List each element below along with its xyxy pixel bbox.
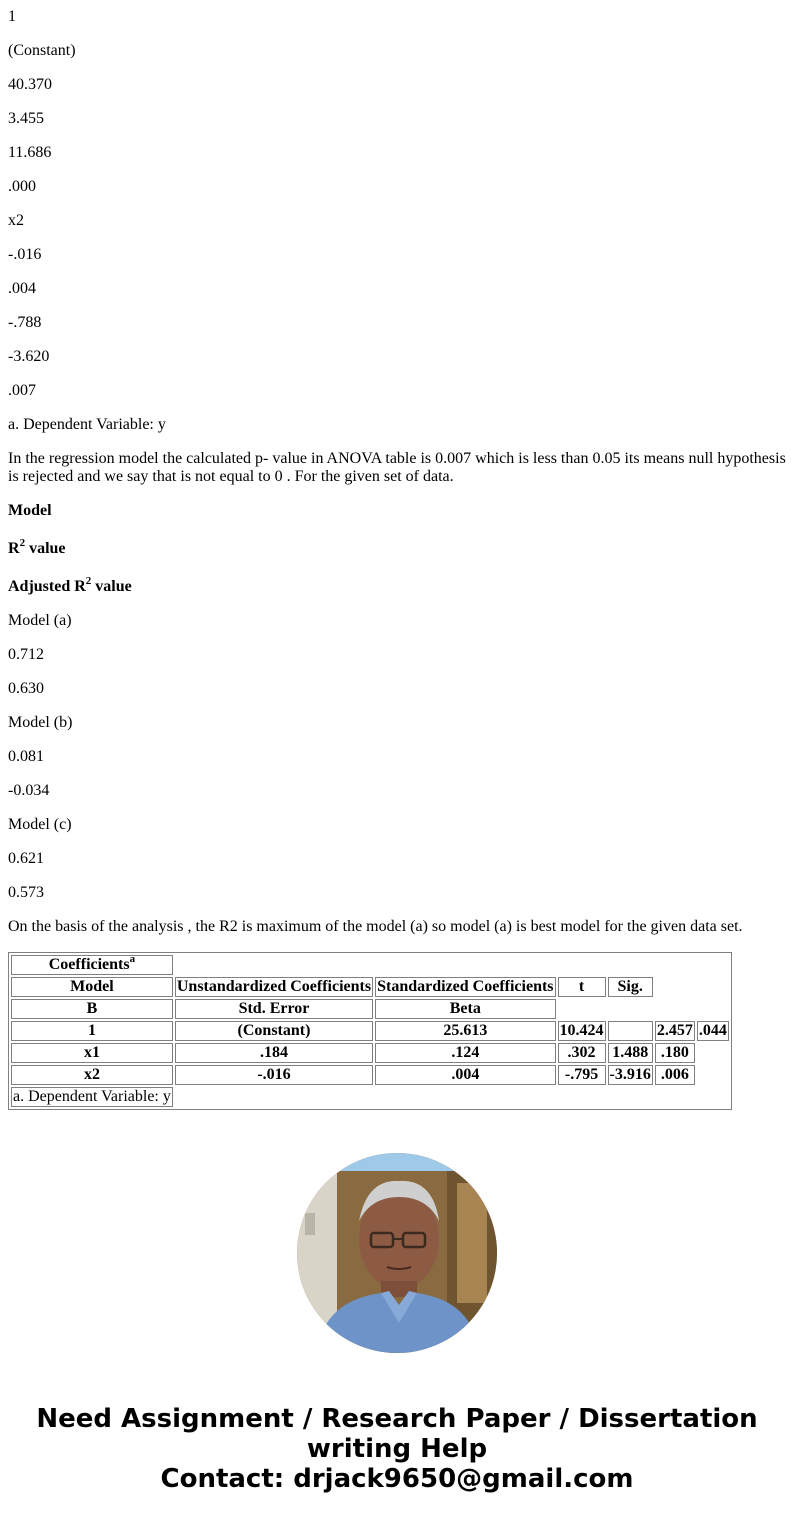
table-cell: x1 [11,1043,173,1063]
empty-cell [697,1043,729,1063]
table-cell: 10.424 [559,1022,604,1039]
empty-cell [697,1065,729,1085]
model-r2: 0.621 [8,850,44,867]
adjusted-r2-superscript: 2 [85,574,92,587]
table-cell: -.016 [175,1065,373,1085]
banner-line: writing Help [306,1434,488,1464]
model-name: Model (b) [8,714,73,731]
table-title: Coefficients [48,956,130,973]
value-text: -.016 [8,246,42,263]
banner-line: Need Assignment / Research Paper / Dissertation [36,1404,758,1434]
model-r2: 0.081 [8,748,44,765]
value-text: 11.686 [8,144,52,161]
table-row [11,977,729,997]
table-cell: -.795 [558,1065,606,1085]
anova-paragraph: In the regression model the calculated p- value in ANOVA table is 0.007 which is less than 0.05 its means null hypothesis is rejected and we say that is not equal to 0 . For the given set of data. [8,450,786,485]
table-header-cell: Standardized Coefficients [377,978,554,995]
r2-suffix: value [25,540,66,557]
table-title-cell [11,952,173,975]
table-header-cell: Sig. [608,977,653,997]
table-cell: .184 [175,1043,373,1063]
table-cell [608,1021,653,1041]
table-cell: .006 [655,1065,695,1085]
empty-cell [558,999,729,1019]
adjusted-r2-label: Adjusted R [8,578,86,595]
value-text: 1 [8,8,16,25]
model-heading: Model [8,502,52,519]
table-cell: .180 [655,1043,695,1063]
empty-cell [175,1087,729,1107]
table-subheader-cell: Std. Error [175,999,373,1019]
value-text: .007 [8,382,36,399]
r2-heading [8,536,786,558]
conclusion-paragraph: On the basis of the analysis , the R2 is maximum of the model (a) so model (a) is best model for the given data set. [8,918,743,935]
value-text: 40.370 [8,76,52,93]
table-cell: 1 [11,1021,173,1041]
model-adjusted-r2: -0.034 [8,782,50,799]
contact-email: Contact: drjack9650@gmail.com [160,1464,634,1494]
table-cell: 25.613 [375,1021,555,1041]
adjusted-r2-heading [8,574,786,596]
table-cell: .124 [375,1043,555,1063]
coefficients-table-wrapper [8,952,786,1110]
value-text: -.788 [8,314,42,331]
table-header-cell: Model [11,977,173,997]
adjusted-r2-suffix: value [91,578,132,595]
table-cell: (Constant) [175,1021,373,1041]
table-cell: .004 [375,1065,555,1085]
empty-cell [655,977,729,997]
value-text: .000 [8,178,36,195]
table-cell: .044 [698,1022,727,1039]
table-cell: x2 [11,1065,173,1085]
value-text: (Constant) [8,42,76,59]
table-row [11,1043,729,1063]
table-title-superscript: a [129,952,136,965]
model-name: Model (c) [8,816,72,833]
table-cell: .302 [558,1043,606,1063]
author-photo-illustration [297,1153,497,1353]
model-adjusted-r2: 0.630 [8,680,44,697]
table-header-cell: Unstandardized Coefficients [176,978,372,995]
table-header-cell: t [558,977,606,997]
value-text: 3.455 [8,110,44,127]
table-subheader-cell: B [11,999,173,1019]
footnote-text: a. Dependent Variable: y [8,416,166,433]
table-row [11,999,729,1019]
table-row [11,1065,729,1085]
table-row [11,955,729,975]
table-cell: 1.488 [608,1043,653,1063]
r2-label: R [8,540,20,557]
table-cell: 2.457 [656,1022,693,1039]
model-adjusted-r2: 0.573 [8,884,44,901]
top-values-list [8,0,786,936]
table-row [11,1087,729,1107]
model-r2: 0.712 [8,646,44,663]
promo-banner [0,1404,794,1494]
table-row [11,1021,729,1041]
table-footnote: a. Dependent Variable: y [13,1088,171,1105]
value-text: .004 [8,280,36,297]
r2-superscript: 2 [19,536,26,549]
model-name: Model (a) [8,612,72,629]
author-avatar [297,1153,497,1353]
value-text: -3.620 [8,348,50,365]
table-cell: -3.916 [609,1066,651,1083]
value-text: x2 [8,212,24,229]
empty-cell [175,955,729,975]
coefficients-table [8,952,732,1110]
table-subheader-cell: Beta [375,999,555,1019]
